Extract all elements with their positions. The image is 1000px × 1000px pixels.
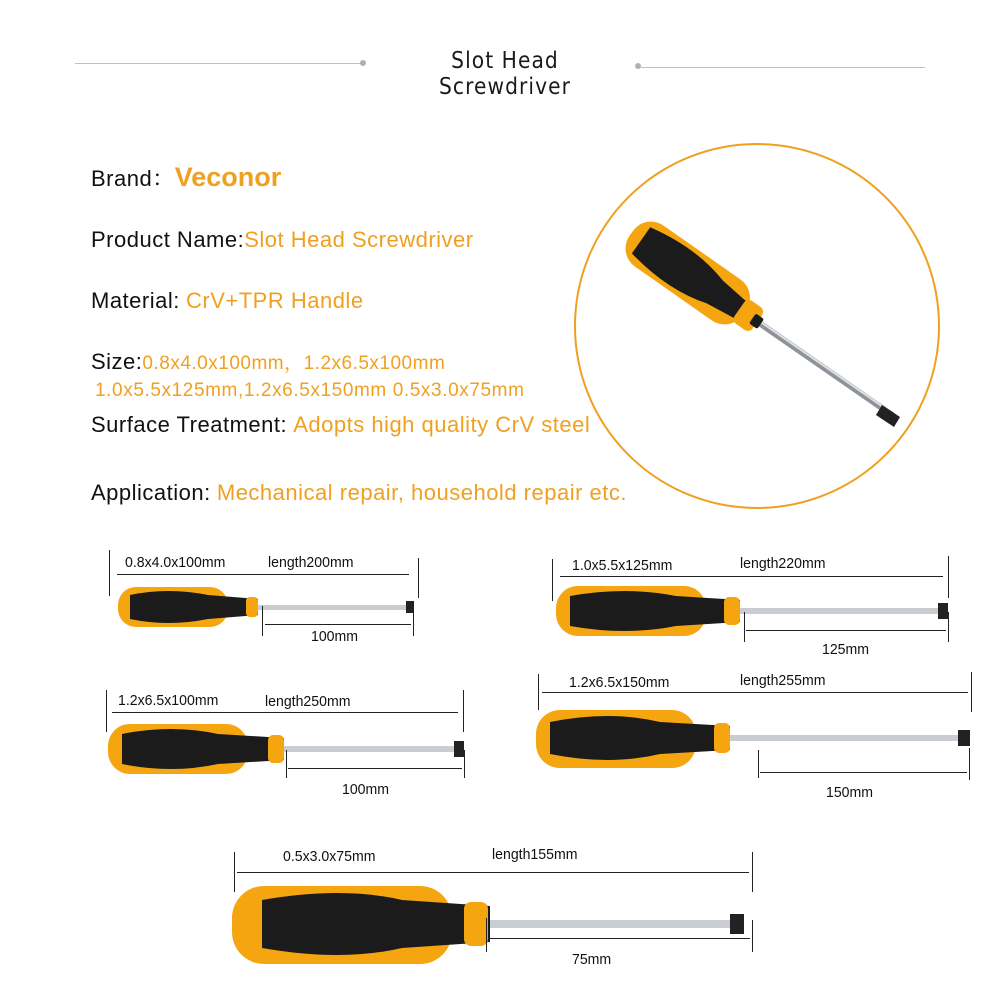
- total-length-line: [560, 576, 943, 577]
- dim-tick: [464, 750, 465, 778]
- dim-tick: [262, 606, 263, 636]
- application-row: [91, 480, 627, 506]
- size-value-line2: 1.0x5.5x125mm,1.2x6.5x150mm 0.5x3.0x75mm: [95, 380, 525, 401]
- size-label: Size:: [91, 349, 143, 374]
- screwdriver-image: [556, 584, 956, 640]
- dim-tick: [413, 606, 414, 636]
- shaft-length-line: [746, 630, 946, 631]
- brand-value: Veconor: [174, 162, 282, 192]
- product-name-row: [91, 227, 474, 253]
- shaft-length-line: [760, 772, 967, 773]
- shaft-length-line: [265, 624, 411, 625]
- size-label: 1.2x6.5x150mm: [569, 674, 670, 691]
- shaft-label: 75mm: [572, 951, 612, 968]
- shaft-label: 150mm: [826, 784, 874, 801]
- size-label: 0.5x3.0x75mm: [283, 848, 376, 865]
- screwdriver-image: [536, 708, 976, 770]
- length-label: length220mm: [740, 555, 826, 572]
- brand-row: [91, 162, 281, 193]
- dim-tick: [109, 550, 110, 596]
- brand-label: Brand：: [91, 166, 175, 191]
- size-value-line1: 0.8x4.0x100mm，1.2x6.5x100mm: [142, 353, 446, 374]
- header-divider-right: [641, 67, 925, 68]
- application-value: Mechanical repair, household repair etc.: [216, 480, 627, 505]
- shaft-label: 125mm: [822, 641, 870, 658]
- surface-label: Surface Treatment:: [91, 412, 288, 437]
- surface-value: Adopts high quality CrV steel: [293, 412, 591, 437]
- size-label: 0.8x4.0x100mm: [125, 554, 226, 571]
- shaft-length-line: [488, 938, 750, 939]
- dim-tick: [486, 918, 487, 952]
- header-dot-right: [635, 63, 641, 69]
- dim-tick: [106, 690, 107, 732]
- size-label: 1.2x6.5x100mm: [118, 692, 219, 709]
- dim-tick: [758, 750, 759, 778]
- size-label: 1.0x5.5x125mm: [572, 557, 673, 574]
- dim-tick: [752, 920, 753, 952]
- product-name-label: Product Name:: [91, 227, 245, 252]
- length-label: length255mm: [740, 672, 826, 689]
- header-dot-left: [360, 60, 366, 66]
- total-length-line: [237, 872, 749, 873]
- dim-tick: [971, 672, 972, 712]
- shaft-label: 100mm: [311, 628, 359, 645]
- length-label: length200mm: [268, 554, 354, 571]
- material-row: [91, 288, 364, 314]
- header-divider-left: [75, 63, 363, 64]
- total-length-line: [117, 574, 409, 575]
- product-name-value: Slot Head Screwdriver: [244, 227, 474, 252]
- dim-tick: [538, 674, 539, 710]
- hero-screwdriver-image: [574, 143, 940, 509]
- screwdriver-image: [232, 882, 752, 968]
- dim-tick: [969, 748, 970, 780]
- application-label: Application:: [91, 480, 211, 505]
- dim-tick: [948, 612, 949, 642]
- shaft-length-line: [288, 768, 462, 769]
- total-length-line: [112, 712, 458, 713]
- dim-tick: [418, 558, 419, 598]
- screwdriver-image: [118, 585, 418, 635]
- dim-tick: [752, 852, 753, 892]
- size-row: [91, 348, 445, 375]
- dim-tick: [552, 559, 553, 601]
- dim-tick: [744, 612, 745, 642]
- length-label: length250mm: [265, 693, 351, 710]
- total-length-line: [542, 692, 968, 693]
- material-value: CrV+TPR Handle: [185, 288, 364, 313]
- surface-row: [91, 412, 590, 438]
- shaft-label: 100mm: [342, 781, 390, 798]
- page-title: Slot Head Screwdriver: [438, 48, 572, 100]
- dim-tick: [286, 750, 287, 778]
- length-label: length155mm: [492, 846, 578, 863]
- material-label: Material:: [91, 288, 180, 313]
